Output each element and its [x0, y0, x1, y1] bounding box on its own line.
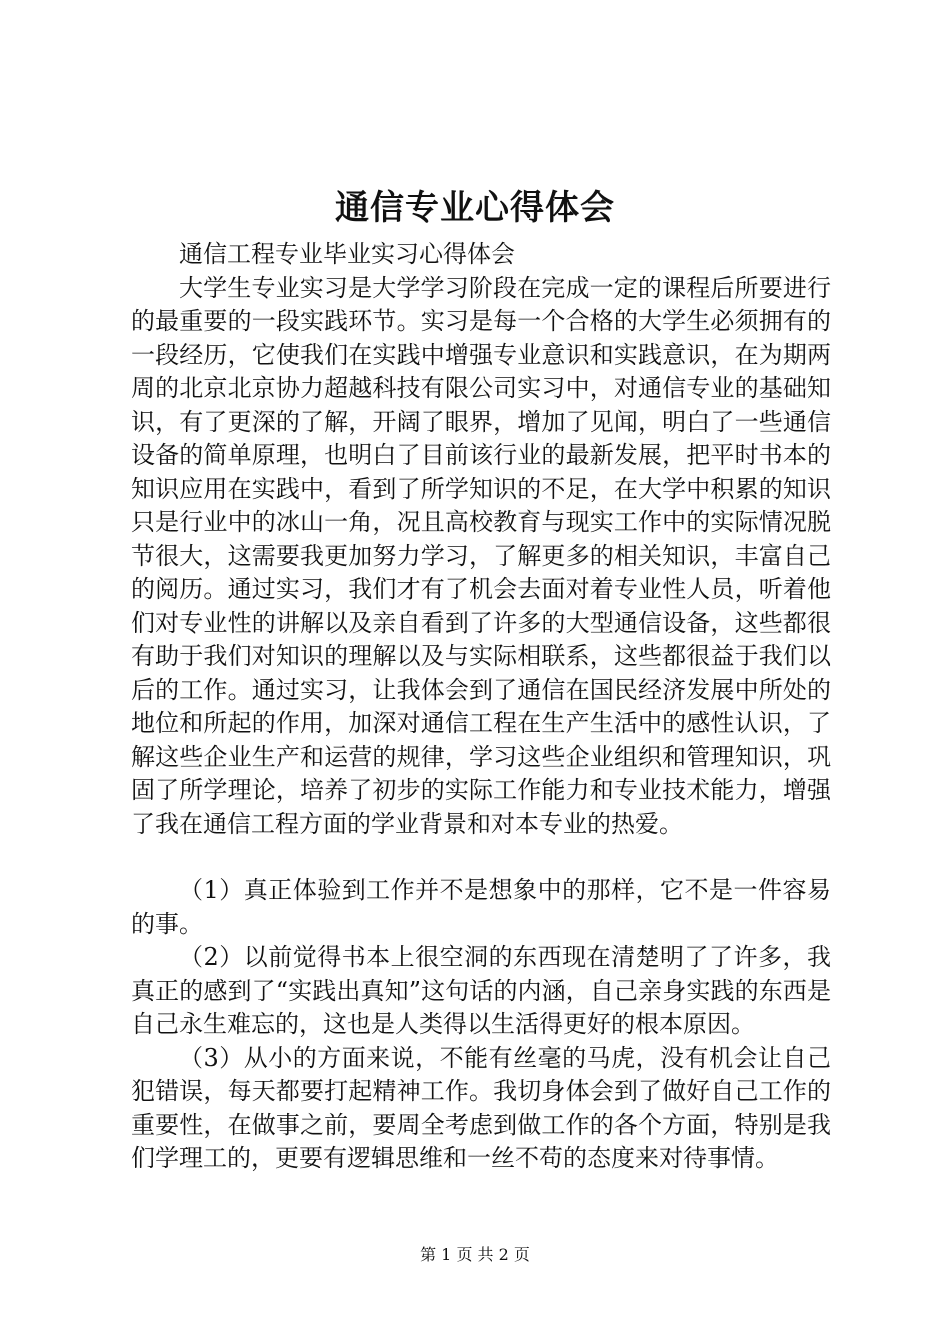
document-title: 通信专业心得体会 — [335, 188, 615, 228]
page-footer: 第 1 页 共 2 页 — [420, 1245, 530, 1264]
paragraph-spacer — [131, 841, 831, 874]
paragraph-point-2: （2）以前觉得书本上很空洞的东西现在清楚明了了许多，我真正的感到了“实践出真知”这句话的内涵，自己亲身实践的东西是自己永生难忘的，这也是人类得以生活得更好的根本原因。 — [131, 943, 831, 1038]
paragraph-point-1: （1）真正体验到工作并不是想象中的那样，它不是一件容易的事。 — [131, 876, 831, 938]
paragraph-point-3: （3）从小的方面来说，不能有丝毫的马虎，没有机会让自己犯错误，每天都要打起精神工作。我切身体会到了做好自己工作的重要性，在做事之前，要周全考虑到做工作的各个方面，特别是我们学理工的，更要有逻辑思维和一丝不苟的态度来对待事情。 — [131, 1043, 831, 1172]
document-body — [131, 238, 831, 1176]
paragraph-intro: 大学生专业实习是大学学习阶段在完成一定的课程后所要进行的最重要的一段实践环节。实习是每一个合格的大学生必须拥有的一段经历，它使我们在实践中增强专业意识和实践意识，在为期两周的北京北京协力超越科技有限公司实习中，对通信专业的基础知识，有了更深的了解，开阔了眼界，增加了见闻，明白了一些通信设备的简单原理，也明白了目前该行业的最新发展，把平时书本的知识应用在实践中，看到了所学知识的不足，在大学中积累的知识只是行业中的冰山一角，况且高校教育与现实工作中的实际情况脱节很大，这需要我更加努力学习，了解更多的相关知识，丰富自己的阅历。通过实习，我们才有了机会去面对着专业性人员，听着他们对专业性的讲解以及亲自看到了许多的大型通信设备，这些都很有助于我们对知识的理解以及与实际相联系，这些都很益于我们以后的工作。通过实习，让我体会到了通信在国民经济发展中所处的地位和所起的作用，加深对通信工程在生产生活中的感性认识，了解这些企业生产和运营的规律，学习这些企业组织和管理知识，巩固了所学理论，培养了初步的实际工作能力和专业技术能力，增强了我在通信工程方面的学业背景和对本专业的热爱。 — [131, 273, 831, 838]
document-subtitle: 通信工程专业毕业实习心得体会 — [179, 240, 515, 268]
